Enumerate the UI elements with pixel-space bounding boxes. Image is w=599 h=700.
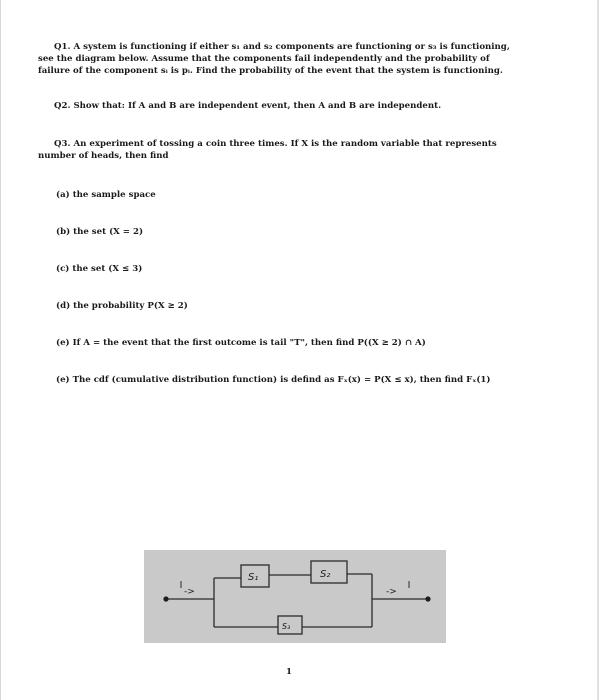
input-node xyxy=(163,596,168,601)
part-c: (c) the set (X ≤ 3) xyxy=(56,264,143,274)
part-e-cdf: (e) The cdf (cumulative distribution function) is defind as Fₓ(x) = P(X ≤ x), then find Fₓ(1) xyxy=(56,375,491,385)
question-2-text: Q2. Show that: If A and B are independent event, then A and B are independent. xyxy=(54,101,442,111)
output-node xyxy=(425,596,430,601)
s3-label: S₃ xyxy=(282,622,291,631)
circuit-svg xyxy=(144,550,446,643)
question-3 xyxy=(38,139,538,163)
part-e: (e) If A = the event that the first outcome is tail "T", then find P((X ≥ 2) ∩ A) xyxy=(56,338,426,348)
s2-label: S₂ xyxy=(320,569,331,580)
part-a: (a) the sample space xyxy=(56,190,156,200)
question-1 xyxy=(38,42,538,77)
s1-label: S₁ xyxy=(248,572,259,583)
page-left-edge xyxy=(0,0,1,700)
part-b: (b) the set (X = 2) xyxy=(56,227,144,237)
question-3-line-1: Q3. An experiment of tossing a coin three times. If X is the random variable that represents xyxy=(54,139,497,149)
question-1-line-1: Q1. A system is functioning if either s₁ and s₂ components are functioning or s₃ is functioning, xyxy=(54,42,510,52)
question-2 xyxy=(38,101,538,113)
output-arrow: -> xyxy=(386,587,397,597)
question-1-line-3: failure of the component sᵢ is pᵢ. Find the probability of the event that the system is functioning. xyxy=(38,65,503,76)
question-3-line-2: number of heads, then find xyxy=(38,150,169,161)
page-number: 1 xyxy=(286,667,292,677)
part-d: (d) the probability P(X ≥ 2) xyxy=(56,301,188,311)
system-diagram xyxy=(144,550,446,643)
input-arrow: -> xyxy=(184,587,195,597)
question-1-line-2: see the diagram below. Assume that the components fail independently and the probability of xyxy=(38,53,490,64)
